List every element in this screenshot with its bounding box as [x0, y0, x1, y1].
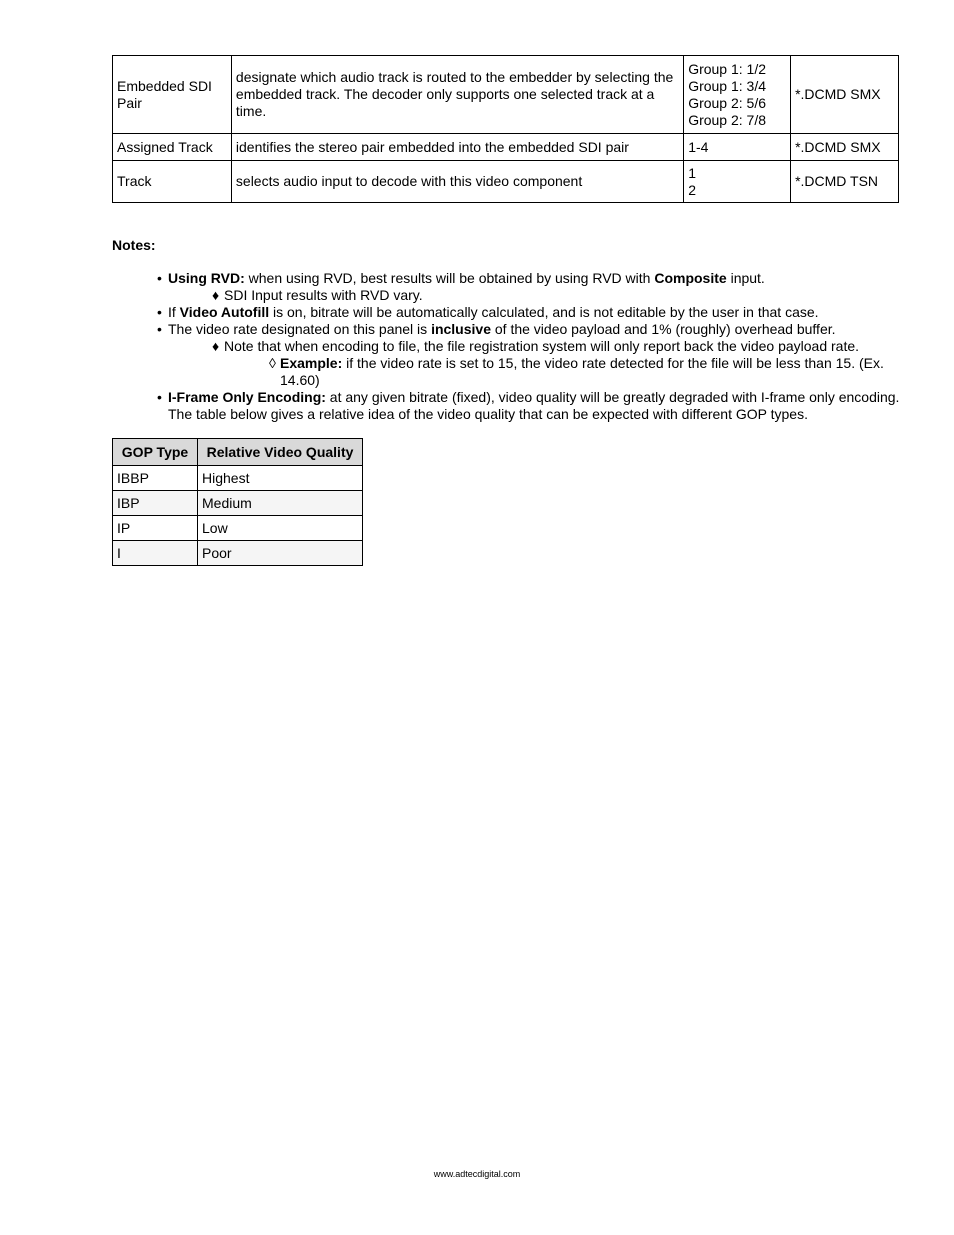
- param-command: *.DCMD TSN: [791, 161, 899, 203]
- table-row: [113, 491, 363, 516]
- param-description: selects audio input to decode with this video component: [231, 161, 683, 203]
- note-text: If: [168, 304, 180, 320]
- column-header: Relative Video Quality: [198, 439, 363, 466]
- column-header: GOP Type: [113, 439, 198, 466]
- note-subitem: [112, 287, 902, 304]
- quality-cell: Low: [198, 516, 363, 541]
- param-value: 1-4: [688, 138, 709, 155]
- param-value: 2: [688, 181, 696, 198]
- gop-type-cell: IP: [113, 516, 198, 541]
- parameters-table: [112, 55, 899, 203]
- table-row: [113, 466, 363, 491]
- note-item-autofill: [112, 304, 902, 321]
- note-text: of the video payload and 1% (roughly) overhead buffer.: [490, 321, 836, 337]
- table-row: [113, 134, 899, 161]
- note-item-iframe: [112, 389, 902, 423]
- param-description: designate which audio track is routed to the embedder by selecting the embedded track. The decoder only supports one selected track at a time.: [231, 56, 683, 134]
- param-value: Group 1: 3/4: [688, 77, 767, 94]
- note-bold: inclusive: [431, 321, 491, 337]
- bullet-icon: •: [157, 270, 162, 286]
- param-name: Assigned Track: [113, 134, 232, 161]
- quality-cell: Highest: [198, 466, 363, 491]
- diamond-icon: ♦: [212, 287, 220, 303]
- gop-quality-table: [112, 438, 363, 566]
- param-value: 1: [688, 164, 696, 181]
- param-value: Group 1: 1/2: [688, 60, 767, 77]
- gop-type-cell: I: [113, 541, 198, 566]
- param-command: *.DCMD SMX: [791, 56, 899, 134]
- note-text: is on, bitrate will be automatically calculated, and is not editable by the user in that case.: [269, 304, 819, 320]
- note-bold: Composite: [654, 270, 727, 286]
- hollow-diamond-icon: ◊: [269, 355, 276, 371]
- param-command: *.DCMD SMX: [791, 134, 899, 161]
- param-value: Group 2: 7/8: [688, 111, 767, 128]
- note-item-video-rate: [112, 321, 902, 338]
- note-text: if the video rate is set to 15, the video rate detected for the file will be less than 15. (Ex. 14.60): [280, 355, 884, 388]
- table-row: [113, 56, 899, 134]
- note-bold: Video Autofill: [179, 304, 270, 320]
- table-row: [113, 516, 363, 541]
- note-label: Example:: [280, 355, 343, 371]
- quality-cell: Medium: [198, 491, 363, 516]
- note-text: The video rate designated on this panel is: [168, 321, 432, 337]
- note-text: Note that when encoding to file, the file registration system will only report back the video payload rate.: [224, 338, 860, 354]
- param-description: identifies the stereo pair embedded into the embedded SDI pair: [231, 134, 683, 161]
- note-example: [112, 355, 902, 389]
- table-row: [113, 541, 363, 566]
- bullet-icon: •: [157, 389, 162, 405]
- param-values: [684, 134, 791, 161]
- note-text: when using RVD, best results will be obtained by using RVD with: [244, 270, 655, 286]
- note-text: SDI Input results with RVD vary.: [224, 287, 423, 303]
- param-values: [684, 161, 791, 203]
- bullet-icon: •: [157, 304, 162, 320]
- param-name: Track: [113, 161, 232, 203]
- note-label: I-Frame Only Encoding:: [168, 389, 326, 405]
- gop-type-cell: IBBP: [113, 466, 198, 491]
- note-label: Using RVD:: [168, 270, 245, 286]
- table-header-row: [113, 439, 363, 466]
- quality-cell: Poor: [198, 541, 363, 566]
- gop-type-cell: IBP: [113, 491, 198, 516]
- note-text: input.: [726, 270, 765, 286]
- footer-url: www.adtecdigital.com: [433, 1169, 521, 1179]
- table-row: [113, 161, 899, 203]
- note-item-rvd: [112, 270, 902, 287]
- param-value: Group 2: 5/6: [688, 94, 767, 111]
- note-subitem: [112, 338, 902, 355]
- bullet-icon: •: [157, 321, 162, 337]
- note-text: at any given bitrate (fixed), video quality will be greatly degraded with I-frame only encoding. The table below gives a relative idea of the video quality that can be expected with different GOP types.: [168, 389, 900, 422]
- param-name: Embedded SDI Pair: [113, 56, 232, 134]
- notes-heading: Notes:: [112, 237, 156, 253]
- param-values: [684, 56, 791, 134]
- diamond-icon: ♦: [212, 338, 220, 354]
- notes-list: [112, 270, 902, 423]
